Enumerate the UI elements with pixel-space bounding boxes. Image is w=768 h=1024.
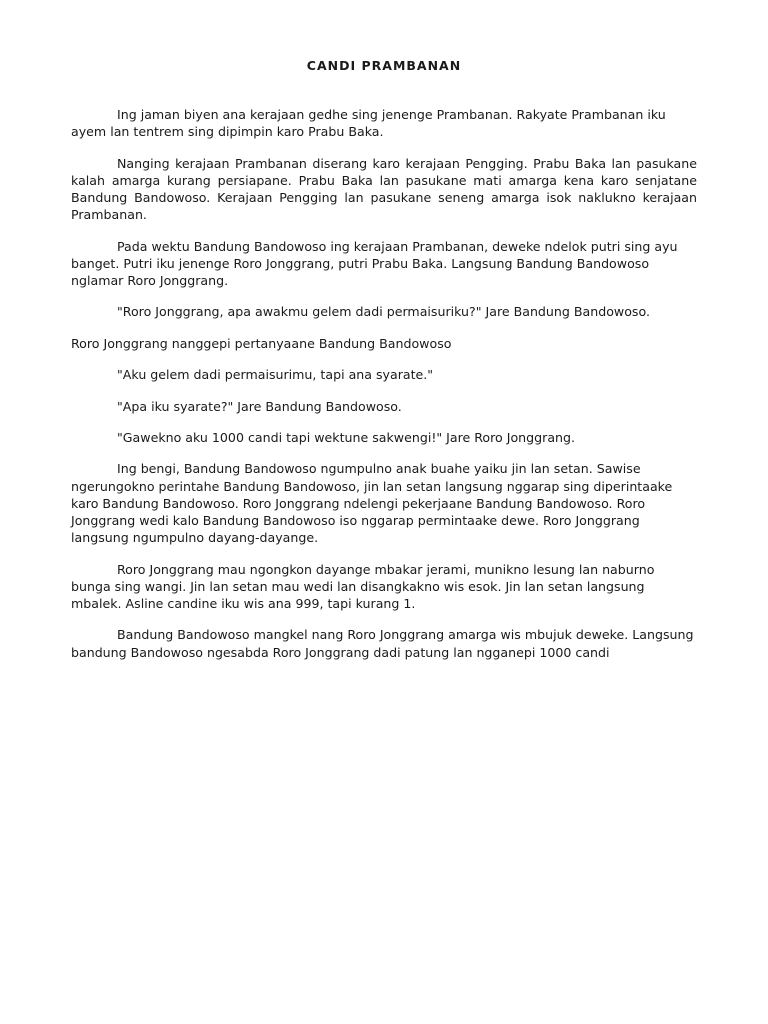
paragraph-1: Ing jaman biyen ana kerajaan gedhe sing jenenge Prambanan. Rakyate Prambanan iku ayem lan tentrem sing dipimpin karo Prabu Baka. xyxy=(71,107,666,140)
paragraph-5: Roro Jonggrang nanggepi pertanyaane Bandung Bandowoso xyxy=(71,335,452,351)
paragraph-9: Ing bengi, Bandung Bandowoso ngumpulno anak buahe yaiku jin lan setan. Sawise ngerungokno perintahe Bandung Bandowoso, jin lan setan langsung nggarap sing diperintaake karo Bandung Bandowoso. Roro Jonggrang ndelengi pekerjaane Bandung Bandowoso. Roro Jonggrang wedi kalo Bandung Bandowoso iso nggarap permintaake dewe. Roro Jonggrang langsung ngumpulno dayang-dayange. xyxy=(71,461,673,546)
paragraph-6: "Aku gelem dadi permaisurimu, tapi ana syarate." xyxy=(117,367,434,383)
paragraph-4: "Roro Jonggrang, apa awakmu gelem dadi permaisuriku?" Jare Bandung Bandowoso. xyxy=(117,304,650,320)
document-body xyxy=(71,106,697,675)
document-title: CANDI PRAMBANAN xyxy=(306,58,462,73)
paragraph-7: "Apa iku syarate?" Jare Bandung Bandowoso. xyxy=(117,398,402,414)
paragraph-2: Nanging kerajaan Prambanan diserang karo kerajaan Pengging. Prabu Baka lan pasukane kalah amarga kurang persiapane. Prabu Baka lan pasukane mati amarga kena karo senjatane Bandung Bandowoso. Kerajaan Pengging lan pasukane seneng amarga isok naklukno kerajaan Prambanan. xyxy=(71,155,697,223)
paragraph-11: Bandung Bandowoso mangkel nang Roro Jonggrang amarga wis mbujuk deweke. Langsung bandung Bandowoso ngesabda Roro Jonggrang dadi patung lan ngganepi 1000 candi xyxy=(71,627,694,660)
paragraph-8: "Gawekno aku 1000 candi tapi wektune sakwengi!" Jare Roro Jonggrang. xyxy=(117,429,576,445)
paragraph-10: Roro Jonggrang mau ngongkon dayange mbakar jerami, munikno lesung lan naburno bunga sing wangi. Jin lan setan mau wedi lan disangkakno wis esok. Jin lan setan langsung mbalek. Asline candine iku wis ana 999, tapi kurang 1. xyxy=(71,561,655,611)
paragraph-3: Pada wektu Bandung Bandowoso ing kerajaan Prambanan, deweke ndelok putri sing ayu banget. Putri iku jenenge Roro Jonggrang, putri Prabu Baka. Langsung Bandung Bandowoso nglamar Roro Jonggrang. xyxy=(71,238,678,288)
